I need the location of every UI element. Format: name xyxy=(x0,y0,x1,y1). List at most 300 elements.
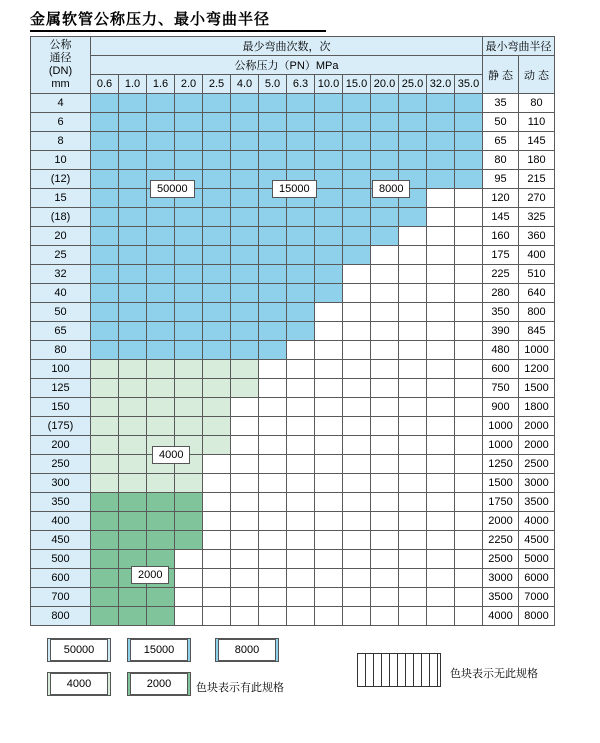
static-radius-value: 1500 xyxy=(483,474,519,493)
grid-cell xyxy=(231,474,259,493)
grid-cell xyxy=(147,607,175,626)
grid-cell xyxy=(287,113,315,132)
grid-cell xyxy=(427,284,455,303)
grid-cell xyxy=(91,398,119,417)
grid-cell xyxy=(315,170,343,189)
table-body xyxy=(31,94,555,626)
static-radius-value: 225 xyxy=(483,265,519,284)
grid-cell xyxy=(259,322,287,341)
table-row xyxy=(31,607,555,626)
static-radius-value: 280 xyxy=(483,284,519,303)
grid-cell xyxy=(343,132,371,151)
grid-cell xyxy=(231,322,259,341)
dynamic-radius-value: 3000 xyxy=(519,474,555,493)
header-row-3 xyxy=(31,75,555,94)
row-dn-label: 800 xyxy=(31,607,91,626)
grid-cell xyxy=(203,341,231,360)
grid-cell xyxy=(399,493,427,512)
grid-cell xyxy=(259,284,287,303)
grid-cell xyxy=(343,417,371,436)
grid-cell xyxy=(399,607,427,626)
grid-cell xyxy=(119,208,147,227)
grid-cell xyxy=(231,303,259,322)
table-row xyxy=(31,284,555,303)
static-radius-value: 1750 xyxy=(483,493,519,512)
grid-cell xyxy=(343,474,371,493)
grid-cell xyxy=(455,94,483,113)
pressure-column-header: 6.3 xyxy=(287,75,315,94)
row-dn-label: 450 xyxy=(31,531,91,550)
grid-cell xyxy=(203,265,231,284)
grid-cell xyxy=(147,227,175,246)
grid-cell xyxy=(287,569,315,588)
pressure-column-header: 5.0 xyxy=(259,75,287,94)
static-radius-value: 350 xyxy=(483,303,519,322)
grid-cell xyxy=(343,360,371,379)
specification-table xyxy=(30,36,555,626)
grid-cell xyxy=(455,607,483,626)
pressure-column-header: 25.0 xyxy=(399,75,427,94)
table-row xyxy=(31,94,555,113)
row-dn-label: 50 xyxy=(31,303,91,322)
grid-cell xyxy=(427,265,455,284)
grid-cell xyxy=(287,151,315,170)
grid-cell xyxy=(455,265,483,284)
grid-cell xyxy=(259,588,287,607)
grid-cell xyxy=(119,303,147,322)
grid-cell xyxy=(371,379,399,398)
grid-cell xyxy=(231,607,259,626)
grid-cell xyxy=(287,588,315,607)
grid-cell xyxy=(427,398,455,417)
grid-cell xyxy=(315,512,343,531)
dynamic-radius-value: 2000 xyxy=(519,417,555,436)
header-dynamic: 动 态 xyxy=(519,56,555,94)
grid-cell xyxy=(119,588,147,607)
grid-cell xyxy=(147,284,175,303)
grid-cell xyxy=(315,322,343,341)
grid-cell xyxy=(119,246,147,265)
grid-cell xyxy=(231,360,259,379)
grid-cell xyxy=(259,455,287,474)
grid-cell xyxy=(231,455,259,474)
grid-cell xyxy=(455,455,483,474)
overlay-value-label: 50000 xyxy=(150,180,195,198)
grid-cell xyxy=(203,189,231,208)
grid-cell xyxy=(231,189,259,208)
grid-cell xyxy=(287,512,315,531)
grid-cell xyxy=(91,588,119,607)
grid-cell xyxy=(259,398,287,417)
grid-cell xyxy=(455,303,483,322)
table-row xyxy=(31,531,555,550)
grid-cell xyxy=(119,132,147,151)
grid-cell xyxy=(427,493,455,512)
grid-cell xyxy=(231,284,259,303)
grid-cell xyxy=(175,341,203,360)
table-row xyxy=(31,569,555,588)
dynamic-radius-value: 1000 xyxy=(519,341,555,360)
grid-cell xyxy=(91,417,119,436)
grid-cell xyxy=(119,265,147,284)
table-row xyxy=(31,588,555,607)
grid-cell xyxy=(427,341,455,360)
row-dn-label: 400 xyxy=(31,512,91,531)
grid-cell xyxy=(203,132,231,151)
grid-cell xyxy=(231,436,259,455)
grid-cell xyxy=(371,588,399,607)
grid-cell xyxy=(203,322,231,341)
grid-cell xyxy=(231,398,259,417)
header-dn-line-4: mm xyxy=(51,78,70,90)
grid-cell xyxy=(175,379,203,398)
grid-cell xyxy=(259,436,287,455)
grid-cell xyxy=(315,588,343,607)
table-row xyxy=(31,341,555,360)
grid-cell xyxy=(455,436,483,455)
grid-cell xyxy=(175,208,203,227)
static-radius-value: 120 xyxy=(483,189,519,208)
grid-cell xyxy=(399,398,427,417)
static-radius-value: 160 xyxy=(483,227,519,246)
grid-cell xyxy=(399,341,427,360)
row-dn-label: 80 xyxy=(31,341,91,360)
grid-cell xyxy=(427,474,455,493)
static-radius-value: 2000 xyxy=(483,512,519,531)
row-dn-label: 125 xyxy=(31,379,91,398)
grid-cell xyxy=(315,341,343,360)
grid-cell xyxy=(455,588,483,607)
static-radius-value: 2500 xyxy=(483,550,519,569)
grid-cell xyxy=(343,189,371,208)
overlay-value-label: 15000 xyxy=(272,180,317,198)
grid-cell xyxy=(343,607,371,626)
row-dn-label: 700 xyxy=(31,588,91,607)
static-radius-value: 35 xyxy=(483,94,519,113)
grid-cell xyxy=(119,360,147,379)
dynamic-radius-value: 1800 xyxy=(519,398,555,417)
grid-cell xyxy=(147,341,175,360)
dynamic-radius-value: 2000 xyxy=(519,436,555,455)
grid-cell xyxy=(371,607,399,626)
grid-cell xyxy=(175,113,203,132)
grid-cell xyxy=(427,569,455,588)
grid-cell xyxy=(119,170,147,189)
header-row-1 xyxy=(31,37,555,56)
table-row xyxy=(31,227,555,246)
grid-cell xyxy=(287,94,315,113)
dynamic-radius-value: 400 xyxy=(519,246,555,265)
row-dn-label: 15 xyxy=(31,189,91,208)
header-dn-line-1: 公称 xyxy=(49,39,72,51)
grid-cell xyxy=(231,512,259,531)
grid-cell xyxy=(315,94,343,113)
grid-cell xyxy=(259,265,287,284)
grid-cell xyxy=(175,94,203,113)
grid-cell xyxy=(259,550,287,569)
grid-cell xyxy=(119,398,147,417)
grid-cell xyxy=(343,569,371,588)
static-radius-value: 3500 xyxy=(483,588,519,607)
grid-cell xyxy=(203,493,231,512)
grid-cell xyxy=(343,151,371,170)
grid-cell xyxy=(343,588,371,607)
grid-cell xyxy=(427,151,455,170)
grid-cell xyxy=(175,588,203,607)
grid-cell xyxy=(259,94,287,113)
grid-cell xyxy=(147,303,175,322)
grid-cell xyxy=(203,607,231,626)
grid-cell xyxy=(203,569,231,588)
grid-cell xyxy=(91,512,119,531)
grid-cell xyxy=(203,474,231,493)
grid-cell xyxy=(203,455,231,474)
dynamic-radius-value: 110 xyxy=(519,113,555,132)
grid-cell xyxy=(91,531,119,550)
legend-label-2000: 2000 xyxy=(130,673,188,695)
legend-label-4000: 4000 xyxy=(50,673,108,695)
table-row xyxy=(31,436,555,455)
row-dn-label: 4 xyxy=(31,94,91,113)
grid-cell xyxy=(371,151,399,170)
static-radius-value: 95 xyxy=(483,170,519,189)
grid-cell xyxy=(455,512,483,531)
dynamic-radius-value: 845 xyxy=(519,322,555,341)
grid-cell xyxy=(91,246,119,265)
grid-cell xyxy=(427,379,455,398)
header-dn-line-3: (DN) xyxy=(48,65,73,77)
grid-cell xyxy=(119,436,147,455)
static-radius-value: 2250 xyxy=(483,531,519,550)
row-dn-label: 65 xyxy=(31,322,91,341)
grid-cell xyxy=(427,531,455,550)
grid-cell xyxy=(231,170,259,189)
pressure-column-header: 2.5 xyxy=(203,75,231,94)
grid-cell xyxy=(343,493,371,512)
table-header xyxy=(31,37,555,94)
grid-cell xyxy=(427,322,455,341)
grid-cell xyxy=(231,493,259,512)
grid-cell xyxy=(315,208,343,227)
table-row xyxy=(31,208,555,227)
grid-cell xyxy=(315,436,343,455)
grid-cell xyxy=(399,208,427,227)
grid-cell xyxy=(231,265,259,284)
grid-cell xyxy=(343,436,371,455)
table-row xyxy=(31,246,555,265)
grid-cell xyxy=(231,550,259,569)
header-dn-line-2: 通径 xyxy=(49,52,72,64)
grid-cell xyxy=(399,379,427,398)
grid-cell xyxy=(315,607,343,626)
pressure-column-header: 32.0 xyxy=(427,75,455,94)
grid-cell xyxy=(119,512,147,531)
row-dn-label: 40 xyxy=(31,284,91,303)
grid-cell xyxy=(287,531,315,550)
grid-cell xyxy=(147,151,175,170)
grid-cell xyxy=(203,151,231,170)
grid-cell xyxy=(147,588,175,607)
grid-cell xyxy=(455,550,483,569)
grid-cell xyxy=(343,379,371,398)
table-row xyxy=(31,360,555,379)
grid-cell xyxy=(455,189,483,208)
grid-cell xyxy=(427,227,455,246)
grid-cell xyxy=(287,379,315,398)
grid-cell xyxy=(371,132,399,151)
grid-cell xyxy=(371,455,399,474)
dynamic-radius-value: 270 xyxy=(519,189,555,208)
header-bend-count: 最少弯曲次数，次 xyxy=(91,37,483,56)
grid-cell xyxy=(91,151,119,170)
grid-cell xyxy=(175,265,203,284)
grid-cell xyxy=(371,113,399,132)
grid-cell xyxy=(259,493,287,512)
grid-cell xyxy=(287,341,315,360)
row-dn-label: 600 xyxy=(31,569,91,588)
grid-cell xyxy=(427,417,455,436)
grid-cell xyxy=(315,474,343,493)
grid-cell xyxy=(231,588,259,607)
grid-cell xyxy=(287,436,315,455)
grid-cell xyxy=(175,303,203,322)
grid-cell xyxy=(371,531,399,550)
dynamic-radius-value: 215 xyxy=(519,170,555,189)
grid-cell xyxy=(119,493,147,512)
static-radius-value: 480 xyxy=(483,341,519,360)
pressure-column-header: 4.0 xyxy=(231,75,259,94)
grid-cell xyxy=(119,379,147,398)
row-dn-label: 200 xyxy=(31,436,91,455)
grid-cell xyxy=(343,265,371,284)
grid-cell xyxy=(287,360,315,379)
grid-cell xyxy=(455,398,483,417)
grid-cell xyxy=(287,493,315,512)
grid-cell xyxy=(455,493,483,512)
grid-cell xyxy=(315,265,343,284)
dynamic-radius-value: 1200 xyxy=(519,360,555,379)
grid-cell xyxy=(175,569,203,588)
grid-cell xyxy=(175,246,203,265)
grid-cell xyxy=(343,531,371,550)
static-radius-value: 750 xyxy=(483,379,519,398)
grid-cell xyxy=(287,303,315,322)
row-dn-label: 100 xyxy=(31,360,91,379)
grid-cell xyxy=(119,607,147,626)
grid-cell xyxy=(231,227,259,246)
grid-cell xyxy=(399,474,427,493)
header-row-2 xyxy=(31,56,555,75)
grid-cell xyxy=(399,417,427,436)
table-row xyxy=(31,398,555,417)
overlay-value-label: 2000 xyxy=(131,566,169,584)
grid-cell xyxy=(91,474,119,493)
pressure-column-header: 35.0 xyxy=(455,75,483,94)
table-row xyxy=(31,151,555,170)
grid-cell xyxy=(455,284,483,303)
grid-cell xyxy=(175,550,203,569)
grid-cell xyxy=(315,246,343,265)
header-static: 静 态 xyxy=(483,56,519,94)
grid-cell xyxy=(287,417,315,436)
grid-cell xyxy=(455,246,483,265)
legend-note-color: 色块表示有此规格 xyxy=(196,682,284,694)
row-dn-label: 6 xyxy=(31,113,91,132)
grid-cell xyxy=(455,417,483,436)
grid-cell xyxy=(315,284,343,303)
grid-cell xyxy=(371,341,399,360)
grid-cell xyxy=(455,170,483,189)
grid-cell xyxy=(175,607,203,626)
grid-cell xyxy=(175,132,203,151)
table-row xyxy=(31,379,555,398)
static-radius-value: 390 xyxy=(483,322,519,341)
grid-cell xyxy=(371,436,399,455)
grid-cell xyxy=(259,569,287,588)
static-radius-value: 80 xyxy=(483,151,519,170)
grid-cell xyxy=(119,474,147,493)
dynamic-radius-value: 80 xyxy=(519,94,555,113)
static-radius-value: 65 xyxy=(483,132,519,151)
grid-cell xyxy=(147,132,175,151)
grid-cell xyxy=(427,246,455,265)
grid-cell xyxy=(259,417,287,436)
dynamic-radius-value: 3500 xyxy=(519,493,555,512)
grid-cell xyxy=(147,246,175,265)
legend-label-8000: 8000 xyxy=(218,639,276,661)
row-dn-label: 500 xyxy=(31,550,91,569)
grid-cell xyxy=(231,379,259,398)
grid-cell xyxy=(343,246,371,265)
grid-cell xyxy=(427,132,455,151)
grid-cell xyxy=(343,512,371,531)
pressure-column-header: 15.0 xyxy=(343,75,371,94)
pressure-column-header: 10.0 xyxy=(315,75,343,94)
grid-cell xyxy=(91,550,119,569)
grid-cell xyxy=(343,170,371,189)
grid-cell xyxy=(315,493,343,512)
grid-cell xyxy=(203,550,231,569)
grid-cell xyxy=(91,113,119,132)
grid-cell xyxy=(371,227,399,246)
overlay-value-label: 8000 xyxy=(372,180,410,198)
row-dn-label: 10 xyxy=(31,151,91,170)
grid-cell xyxy=(287,455,315,474)
grid-cell xyxy=(315,303,343,322)
grid-cell xyxy=(91,170,119,189)
static-radius-value: 145 xyxy=(483,208,519,227)
grid-cell xyxy=(175,284,203,303)
grid-cell xyxy=(287,284,315,303)
grid-cell xyxy=(119,189,147,208)
grid-cell xyxy=(287,550,315,569)
grid-cell xyxy=(119,113,147,132)
grid-cell xyxy=(91,303,119,322)
grid-cell xyxy=(455,151,483,170)
grid-cell xyxy=(231,341,259,360)
grid-cell xyxy=(203,208,231,227)
grid-cell xyxy=(175,151,203,170)
grid-cell xyxy=(399,246,427,265)
grid-cell xyxy=(343,227,371,246)
static-radius-value: 1000 xyxy=(483,417,519,436)
grid-cell xyxy=(91,208,119,227)
grid-cell xyxy=(119,455,147,474)
grid-cell xyxy=(371,360,399,379)
grid-cell xyxy=(119,531,147,550)
grid-cell xyxy=(259,227,287,246)
grid-cell xyxy=(259,474,287,493)
